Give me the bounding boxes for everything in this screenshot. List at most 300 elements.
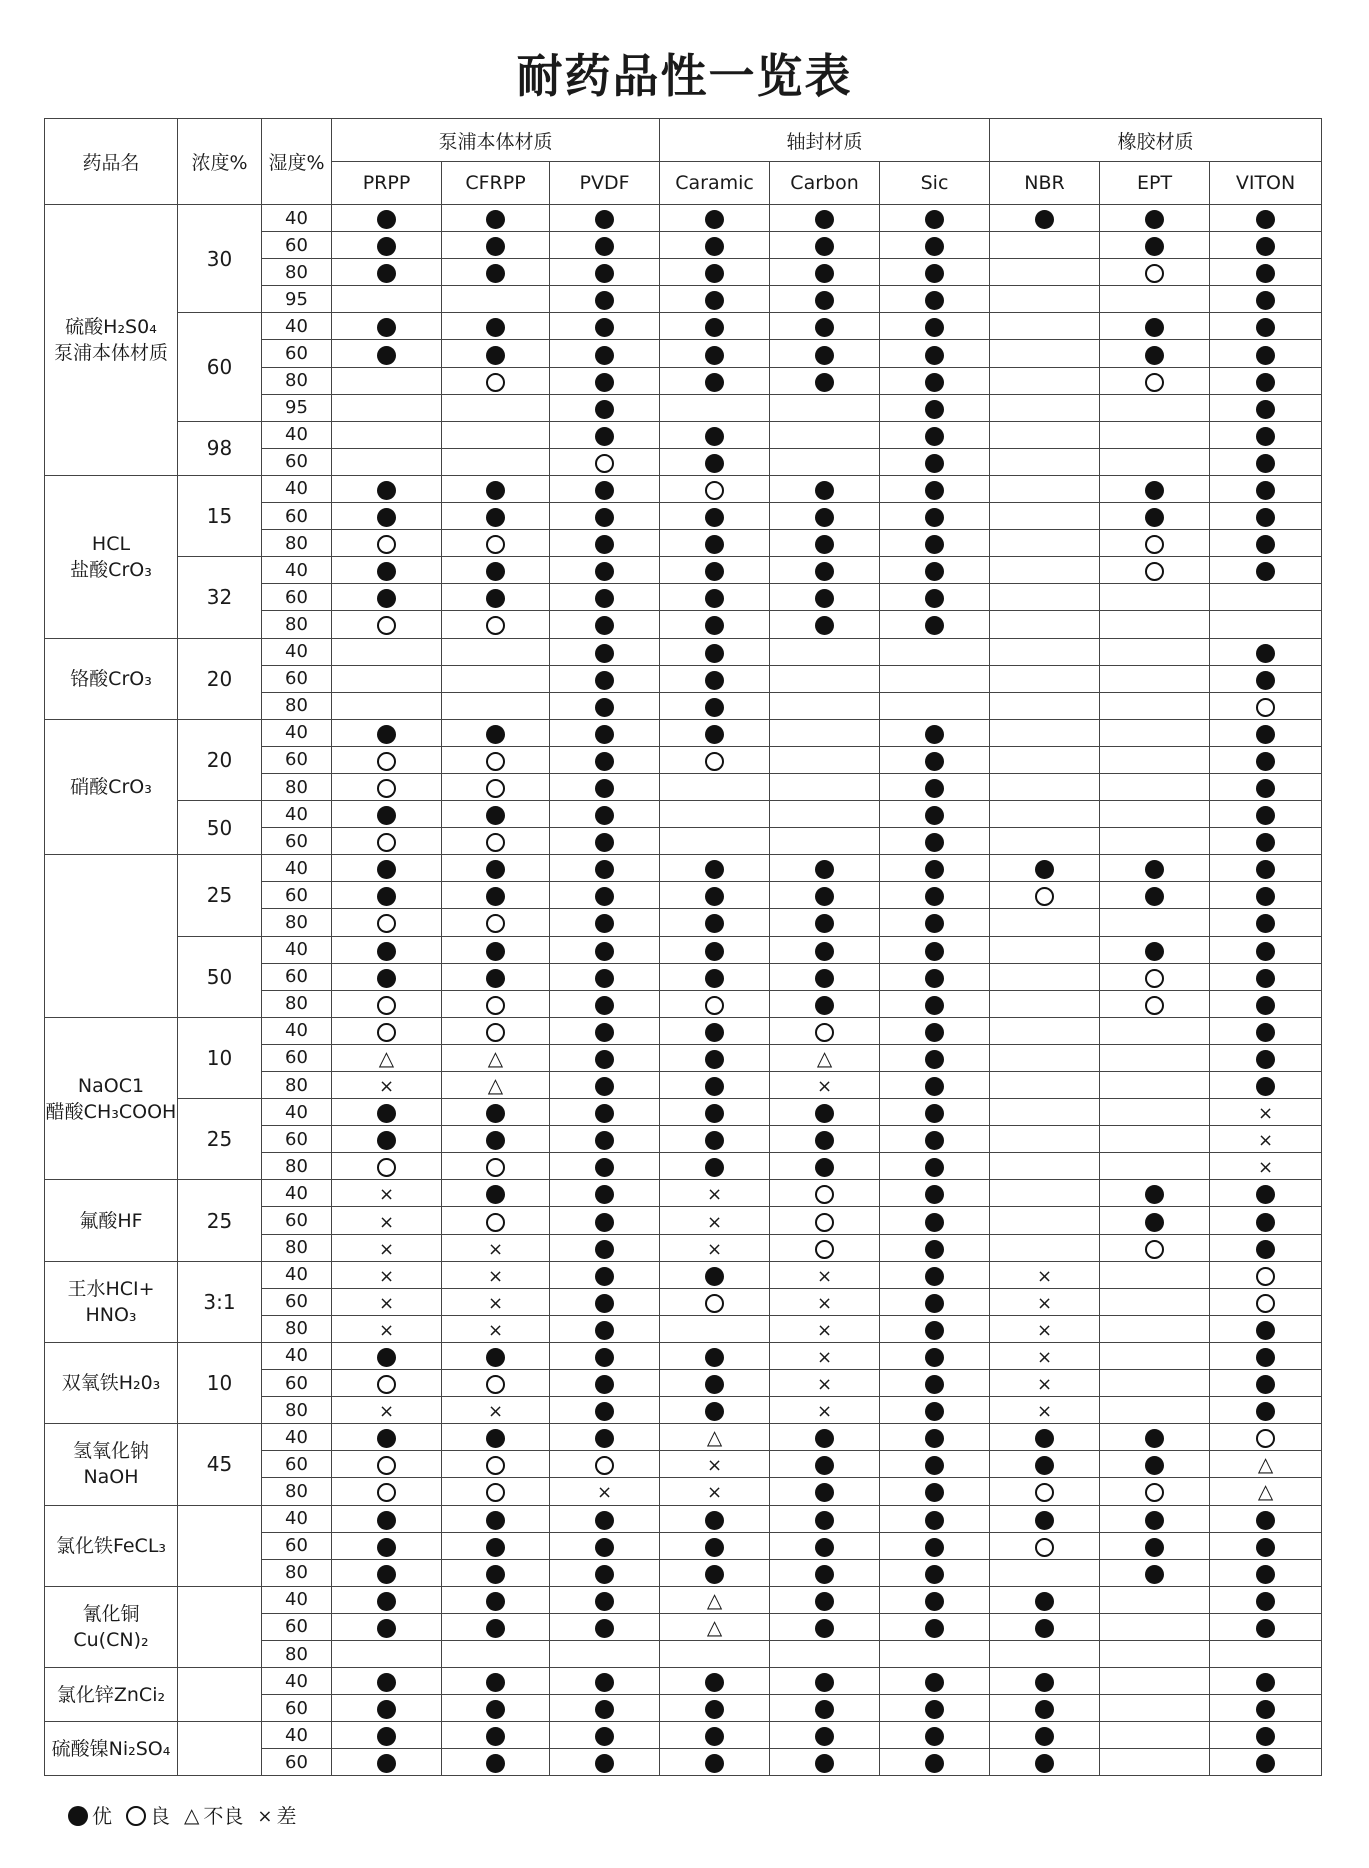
concentration-value: 50 (178, 936, 262, 1017)
temperature-value: 40 (262, 557, 332, 584)
rating-empty (990, 503, 1100, 530)
rating-excellent-icon (442, 1559, 550, 1586)
concentration-value: 60 (178, 313, 262, 421)
medicine-name: 硝酸CrO₃ (45, 719, 178, 854)
rating-excellent-icon (1100, 1505, 1210, 1532)
rating-excellent-icon (770, 313, 880, 340)
rating-excellent-icon (660, 286, 770, 313)
rating-empty (442, 692, 550, 719)
rating-excellent-icon (550, 1072, 660, 1099)
rating-good-icon (332, 1370, 442, 1397)
rating-excellent-icon (1210, 1180, 1322, 1207)
rating-excellent-icon (770, 1153, 880, 1180)
rating-excellent-icon (770, 1451, 880, 1478)
concentration-value: 25 (178, 1180, 262, 1261)
rating-empty (990, 367, 1100, 394)
rating-excellent-icon (1210, 665, 1322, 692)
table-row (45, 1180, 1322, 1207)
triangle-icon (184, 1803, 199, 1827)
rating-excellent-icon (332, 584, 442, 611)
rating-excellent-icon (660, 1072, 770, 1099)
rating-excellent-icon (660, 1153, 770, 1180)
rating-excellent-icon (880, 205, 990, 232)
rating-excellent-icon (1100, 475, 1210, 502)
filled-circle-icon (68, 1803, 88, 1827)
rating-excellent-icon (332, 1424, 442, 1451)
rating-excellent-icon (442, 503, 550, 530)
rating-excellent-icon (770, 909, 880, 936)
temperature-value: 40 (262, 1261, 332, 1288)
legend-excellent (68, 1800, 112, 1829)
rating-excellent-icon (880, 232, 990, 259)
rating-empty (770, 773, 880, 800)
rating-good-icon (1210, 1288, 1322, 1315)
temperature-value: 40 (262, 1586, 332, 1613)
rating-poor-icon (332, 1207, 442, 1234)
rating-excellent-icon (1210, 1559, 1322, 1586)
rating-excellent-icon (660, 340, 770, 367)
rating-excellent-icon (442, 719, 550, 746)
rating-excellent-icon (660, 313, 770, 340)
rating-excellent-icon (442, 1749, 550, 1776)
rating-excellent-icon (550, 1749, 660, 1776)
rating-excellent-icon (660, 692, 770, 719)
temperature-value: 60 (262, 584, 332, 611)
rating-excellent-icon (880, 773, 990, 800)
rating-poor-icon (1210, 1153, 1322, 1180)
rating-excellent-icon (550, 1099, 660, 1126)
rating-excellent-icon (880, 1613, 990, 1640)
rating-empty (442, 638, 550, 665)
rating-empty (332, 286, 442, 313)
rating-poor-icon (660, 1207, 770, 1234)
rating-excellent-icon (1100, 313, 1210, 340)
rating-excellent-icon (880, 963, 990, 990)
temperature-value: 40 (262, 1424, 332, 1451)
rating-excellent-icon (660, 259, 770, 286)
table-row (45, 1722, 1322, 1749)
rating-excellent-icon (442, 801, 550, 828)
rating-excellent-icon (990, 1586, 1100, 1613)
rating-excellent-icon (880, 259, 990, 286)
rating-fair-icon (442, 1044, 550, 1071)
rating-excellent-icon (550, 1695, 660, 1722)
rating-excellent-icon (880, 1017, 990, 1044)
rating-excellent-icon (880, 1695, 990, 1722)
rating-excellent-icon (880, 1749, 990, 1776)
rating-empty (1100, 773, 1210, 800)
concentration-value: 3:1 (178, 1261, 262, 1342)
rating-empty (880, 1640, 990, 1667)
temperature-value: 40 (262, 475, 332, 502)
rating-excellent-icon (1210, 503, 1322, 530)
hollow-circle-icon (126, 1803, 146, 1827)
temperature-value: 60 (262, 746, 332, 773)
rating-excellent-icon (332, 1586, 442, 1613)
rating-excellent-icon (550, 1559, 660, 1586)
rating-excellent-icon (880, 990, 990, 1017)
table-row (45, 1261, 1322, 1288)
rating-empty (332, 638, 442, 665)
rating-empty (770, 692, 880, 719)
rating-excellent-icon (442, 936, 550, 963)
temperature-value: 40 (262, 1099, 332, 1126)
rating-excellent-icon (1100, 205, 1210, 232)
rating-excellent-icon (660, 1099, 770, 1126)
rating-good-icon (1100, 990, 1210, 1017)
temperature-value: 40 (262, 205, 332, 232)
rating-poor-icon (990, 1261, 1100, 1288)
rating-excellent-icon (550, 855, 660, 882)
rating-excellent-icon (770, 990, 880, 1017)
temperature-value: 80 (262, 990, 332, 1017)
rating-empty (1100, 909, 1210, 936)
rating-good-icon (332, 1153, 442, 1180)
rating-excellent-icon (1210, 1695, 1322, 1722)
rating-excellent-icon (550, 1044, 660, 1071)
rating-excellent-icon (660, 882, 770, 909)
concentration-value: 32 (178, 557, 262, 638)
rating-excellent-icon (1210, 1397, 1322, 1424)
rating-empty (332, 692, 442, 719)
rating-excellent-icon (1210, 1532, 1322, 1559)
rating-good-icon (332, 909, 442, 936)
rating-empty (990, 773, 1100, 800)
temperature-value: 80 (262, 611, 332, 638)
rating-excellent-icon (880, 801, 990, 828)
rating-excellent-icon (770, 475, 880, 502)
temperature-value: 60 (262, 1126, 332, 1153)
rating-poor-icon (660, 1451, 770, 1478)
rating-empty (990, 557, 1100, 584)
table-row (45, 1424, 1322, 1451)
rating-empty (1100, 1017, 1210, 1044)
medicine-name: 铬酸CrO₃ (45, 638, 178, 719)
rating-excellent-icon (1100, 882, 1210, 909)
rating-good-icon (442, 773, 550, 800)
rating-empty (1210, 584, 1322, 611)
rating-empty (880, 665, 990, 692)
rating-excellent-icon (550, 1207, 660, 1234)
rating-excellent-icon (1210, 1505, 1322, 1532)
rating-excellent-icon (990, 1668, 1100, 1695)
rating-good-icon (660, 1288, 770, 1315)
concentration-value: 25 (178, 855, 262, 936)
rating-excellent-icon (550, 232, 660, 259)
rating-good-icon (550, 1451, 660, 1478)
rating-excellent-icon (550, 313, 660, 340)
rating-excellent-icon (442, 1126, 550, 1153)
rating-poor-icon (660, 1478, 770, 1505)
temperature-value: 80 (262, 1072, 332, 1099)
rating-good-icon (442, 746, 550, 773)
rating-poor-icon (332, 1180, 442, 1207)
rating-excellent-icon (1210, 1044, 1322, 1071)
rating-excellent-icon (770, 1532, 880, 1559)
rating-excellent-icon (550, 503, 660, 530)
rating-excellent-icon (880, 1424, 990, 1451)
rating-poor-icon (442, 1261, 550, 1288)
rating-empty (1210, 611, 1322, 638)
rating-excellent-icon (332, 232, 442, 259)
rating-excellent-icon (550, 1505, 660, 1532)
temperature-value: 60 (262, 340, 332, 367)
rating-empty (442, 448, 550, 475)
rating-excellent-icon (660, 1044, 770, 1071)
temperature-value: 60 (262, 1370, 332, 1397)
rating-empty (442, 665, 550, 692)
rating-excellent-icon (770, 1695, 880, 1722)
rating-excellent-icon (1100, 1424, 1210, 1451)
rating-good-icon (442, 1153, 550, 1180)
rating-empty (1100, 1722, 1210, 1749)
header-concentration: 浓度% (178, 119, 262, 205)
rating-excellent-icon (880, 367, 990, 394)
rating-excellent-icon (880, 1180, 990, 1207)
rating-excellent-icon (880, 286, 990, 313)
rating-excellent-icon (550, 584, 660, 611)
rating-excellent-icon (880, 313, 990, 340)
rating-excellent-icon (770, 259, 880, 286)
rating-excellent-icon (1210, 232, 1322, 259)
rating-excellent-icon (550, 801, 660, 828)
rating-poor-icon (332, 1315, 442, 1342)
rating-excellent-icon (770, 1505, 880, 1532)
temperature-value: 80 (262, 692, 332, 719)
rating-empty (332, 665, 442, 692)
rating-excellent-icon (1210, 1668, 1322, 1695)
rating-excellent-icon (770, 1559, 880, 1586)
legend (68, 1800, 310, 1829)
rating-excellent-icon (880, 828, 990, 855)
rating-empty (990, 1153, 1100, 1180)
rating-excellent-icon (880, 503, 990, 530)
temperature-value: 40 (262, 1017, 332, 1044)
rating-excellent-icon (1100, 1180, 1210, 1207)
rating-excellent-icon (1100, 1559, 1210, 1586)
rating-excellent-icon (550, 665, 660, 692)
rating-excellent-icon (442, 1695, 550, 1722)
rating-excellent-icon (880, 719, 990, 746)
rating-excellent-icon (332, 475, 442, 502)
rating-empty (990, 638, 1100, 665)
rating-empty (442, 394, 550, 421)
temperature-value: 60 (262, 1749, 332, 1776)
rating-excellent-icon (990, 1613, 1100, 1640)
rating-excellent-icon (880, 1288, 990, 1315)
rating-excellent-icon (770, 855, 880, 882)
rating-empty (1100, 665, 1210, 692)
rating-excellent-icon (770, 611, 880, 638)
rating-excellent-icon (660, 1749, 770, 1776)
rating-excellent-icon (880, 1234, 990, 1261)
rating-empty (990, 909, 1100, 936)
rating-good-icon (442, 1207, 550, 1234)
rating-empty (1100, 1586, 1210, 1613)
rating-excellent-icon (550, 1342, 660, 1369)
rating-good-icon (660, 746, 770, 773)
rating-empty (770, 638, 880, 665)
rating-empty (990, 801, 1100, 828)
rating-empty (990, 1234, 1100, 1261)
rating-poor-icon (442, 1315, 550, 1342)
rating-good-icon (1210, 692, 1322, 719)
table-row (45, 1099, 1322, 1126)
rating-excellent-icon (990, 1749, 1100, 1776)
rating-empty (332, 448, 442, 475)
rating-poor-icon (660, 1180, 770, 1207)
rating-excellent-icon (990, 855, 1100, 882)
rating-excellent-icon (1210, 394, 1322, 421)
rating-excellent-icon (550, 286, 660, 313)
rating-excellent-icon (1210, 1722, 1322, 1749)
rating-poor-icon (332, 1261, 442, 1288)
rating-excellent-icon (550, 1613, 660, 1640)
rating-fair-icon (442, 1072, 550, 1099)
rating-excellent-icon (550, 746, 660, 773)
rating-excellent-icon (880, 340, 990, 367)
rating-empty (550, 1640, 660, 1667)
rating-excellent-icon (332, 719, 442, 746)
rating-poor-icon (770, 1261, 880, 1288)
rating-empty (990, 692, 1100, 719)
rating-empty (880, 638, 990, 665)
medicine-name: 氢氧化钠 NaOH (45, 1424, 178, 1505)
rating-excellent-icon (332, 1559, 442, 1586)
rating-excellent-icon (770, 205, 880, 232)
rating-good-icon (442, 530, 550, 557)
temperature-value: 40 (262, 936, 332, 963)
rating-excellent-icon (660, 1370, 770, 1397)
rating-excellent-icon (550, 1397, 660, 1424)
rating-good-icon (442, 1451, 550, 1478)
concentration-value: 30 (178, 205, 262, 313)
rating-excellent-icon (332, 1613, 442, 1640)
rating-empty (442, 421, 550, 448)
rating-excellent-icon (770, 1722, 880, 1749)
rating-excellent-icon (442, 1180, 550, 1207)
rating-excellent-icon (332, 1695, 442, 1722)
rating-excellent-icon (332, 340, 442, 367)
rating-excellent-icon (660, 638, 770, 665)
rating-excellent-icon (1210, 421, 1322, 448)
rating-empty (990, 313, 1100, 340)
rating-empty (990, 1640, 1100, 1667)
rating-excellent-icon (442, 1613, 550, 1640)
rating-excellent-icon (1210, 1072, 1322, 1099)
rating-poor-icon (1210, 1099, 1322, 1126)
rating-excellent-icon (770, 232, 880, 259)
rating-excellent-icon (880, 1099, 990, 1126)
rating-empty (990, 1180, 1100, 1207)
rating-excellent-icon (990, 1424, 1100, 1451)
rating-excellent-icon (550, 936, 660, 963)
rating-empty (990, 936, 1100, 963)
temperature-value: 40 (262, 1722, 332, 1749)
rating-good-icon (332, 1478, 442, 1505)
temperature-value: 80 (262, 773, 332, 800)
rating-empty (990, 828, 1100, 855)
rating-good-icon (990, 882, 1100, 909)
rating-good-icon (770, 1234, 880, 1261)
rating-excellent-icon (660, 963, 770, 990)
rating-good-icon (442, 828, 550, 855)
temperature-value: 60 (262, 1532, 332, 1559)
temperature-value: 80 (262, 1153, 332, 1180)
rating-poor-icon (990, 1288, 1100, 1315)
rating-excellent-icon (442, 557, 550, 584)
rating-fair-icon (770, 1044, 880, 1071)
rating-excellent-icon (880, 1342, 990, 1369)
rating-excellent-icon (550, 1424, 660, 1451)
rating-empty (1100, 1370, 1210, 1397)
medicine-name: 氰化铜Cu(CN)₂ (45, 1586, 178, 1667)
rating-excellent-icon (550, 719, 660, 746)
rating-good-icon (332, 773, 442, 800)
rating-excellent-icon (442, 963, 550, 990)
rating-good-icon (550, 448, 660, 475)
rating-excellent-icon (332, 1099, 442, 1126)
rating-empty (332, 421, 442, 448)
rating-excellent-icon (550, 421, 660, 448)
rating-good-icon (1210, 1261, 1322, 1288)
rating-excellent-icon (660, 665, 770, 692)
rating-excellent-icon (442, 1586, 550, 1613)
rating-excellent-icon (880, 1207, 990, 1234)
header-material-pvdf: PVDF (550, 162, 660, 205)
rating-excellent-icon (770, 1099, 880, 1126)
rating-excellent-icon (550, 1586, 660, 1613)
rating-poor-icon (770, 1370, 880, 1397)
temperature-value: 40 (262, 421, 332, 448)
rating-excellent-icon (1210, 1207, 1322, 1234)
page-title: 耐药品性一览表 (516, 49, 853, 103)
rating-excellent-icon (660, 909, 770, 936)
rating-empty (1210, 1640, 1322, 1667)
temperature-value: 60 (262, 1695, 332, 1722)
rating-excellent-icon (880, 584, 990, 611)
temperature-value: 80 (262, 909, 332, 936)
rating-empty (990, 448, 1100, 475)
rating-excellent-icon (1210, 746, 1322, 773)
rating-excellent-icon (1210, 963, 1322, 990)
rating-excellent-icon (770, 1126, 880, 1153)
cross-icon (257, 1803, 272, 1827)
rating-good-icon (332, 1451, 442, 1478)
rating-excellent-icon (332, 963, 442, 990)
concentration-value (178, 1722, 262, 1776)
temperature-value: 80 (262, 1478, 332, 1505)
rating-good-icon (660, 990, 770, 1017)
rating-poor-icon (770, 1397, 880, 1424)
rating-excellent-icon (550, 1370, 660, 1397)
rating-excellent-icon (332, 855, 442, 882)
rating-excellent-icon (1210, 855, 1322, 882)
rating-empty (1100, 1397, 1210, 1424)
rating-fair-icon (332, 1044, 442, 1071)
temperature-value: 80 (262, 1234, 332, 1261)
legend-poor (257, 1800, 296, 1829)
rating-excellent-icon (880, 1532, 990, 1559)
rating-empty (1100, 746, 1210, 773)
rating-good-icon (332, 828, 442, 855)
rating-empty (990, 421, 1100, 448)
rating-excellent-icon (990, 1451, 1100, 1478)
rating-empty (990, 611, 1100, 638)
temperature-value: 60 (262, 1288, 332, 1315)
rating-poor-icon (332, 1397, 442, 1424)
rating-poor-icon (990, 1397, 1100, 1424)
